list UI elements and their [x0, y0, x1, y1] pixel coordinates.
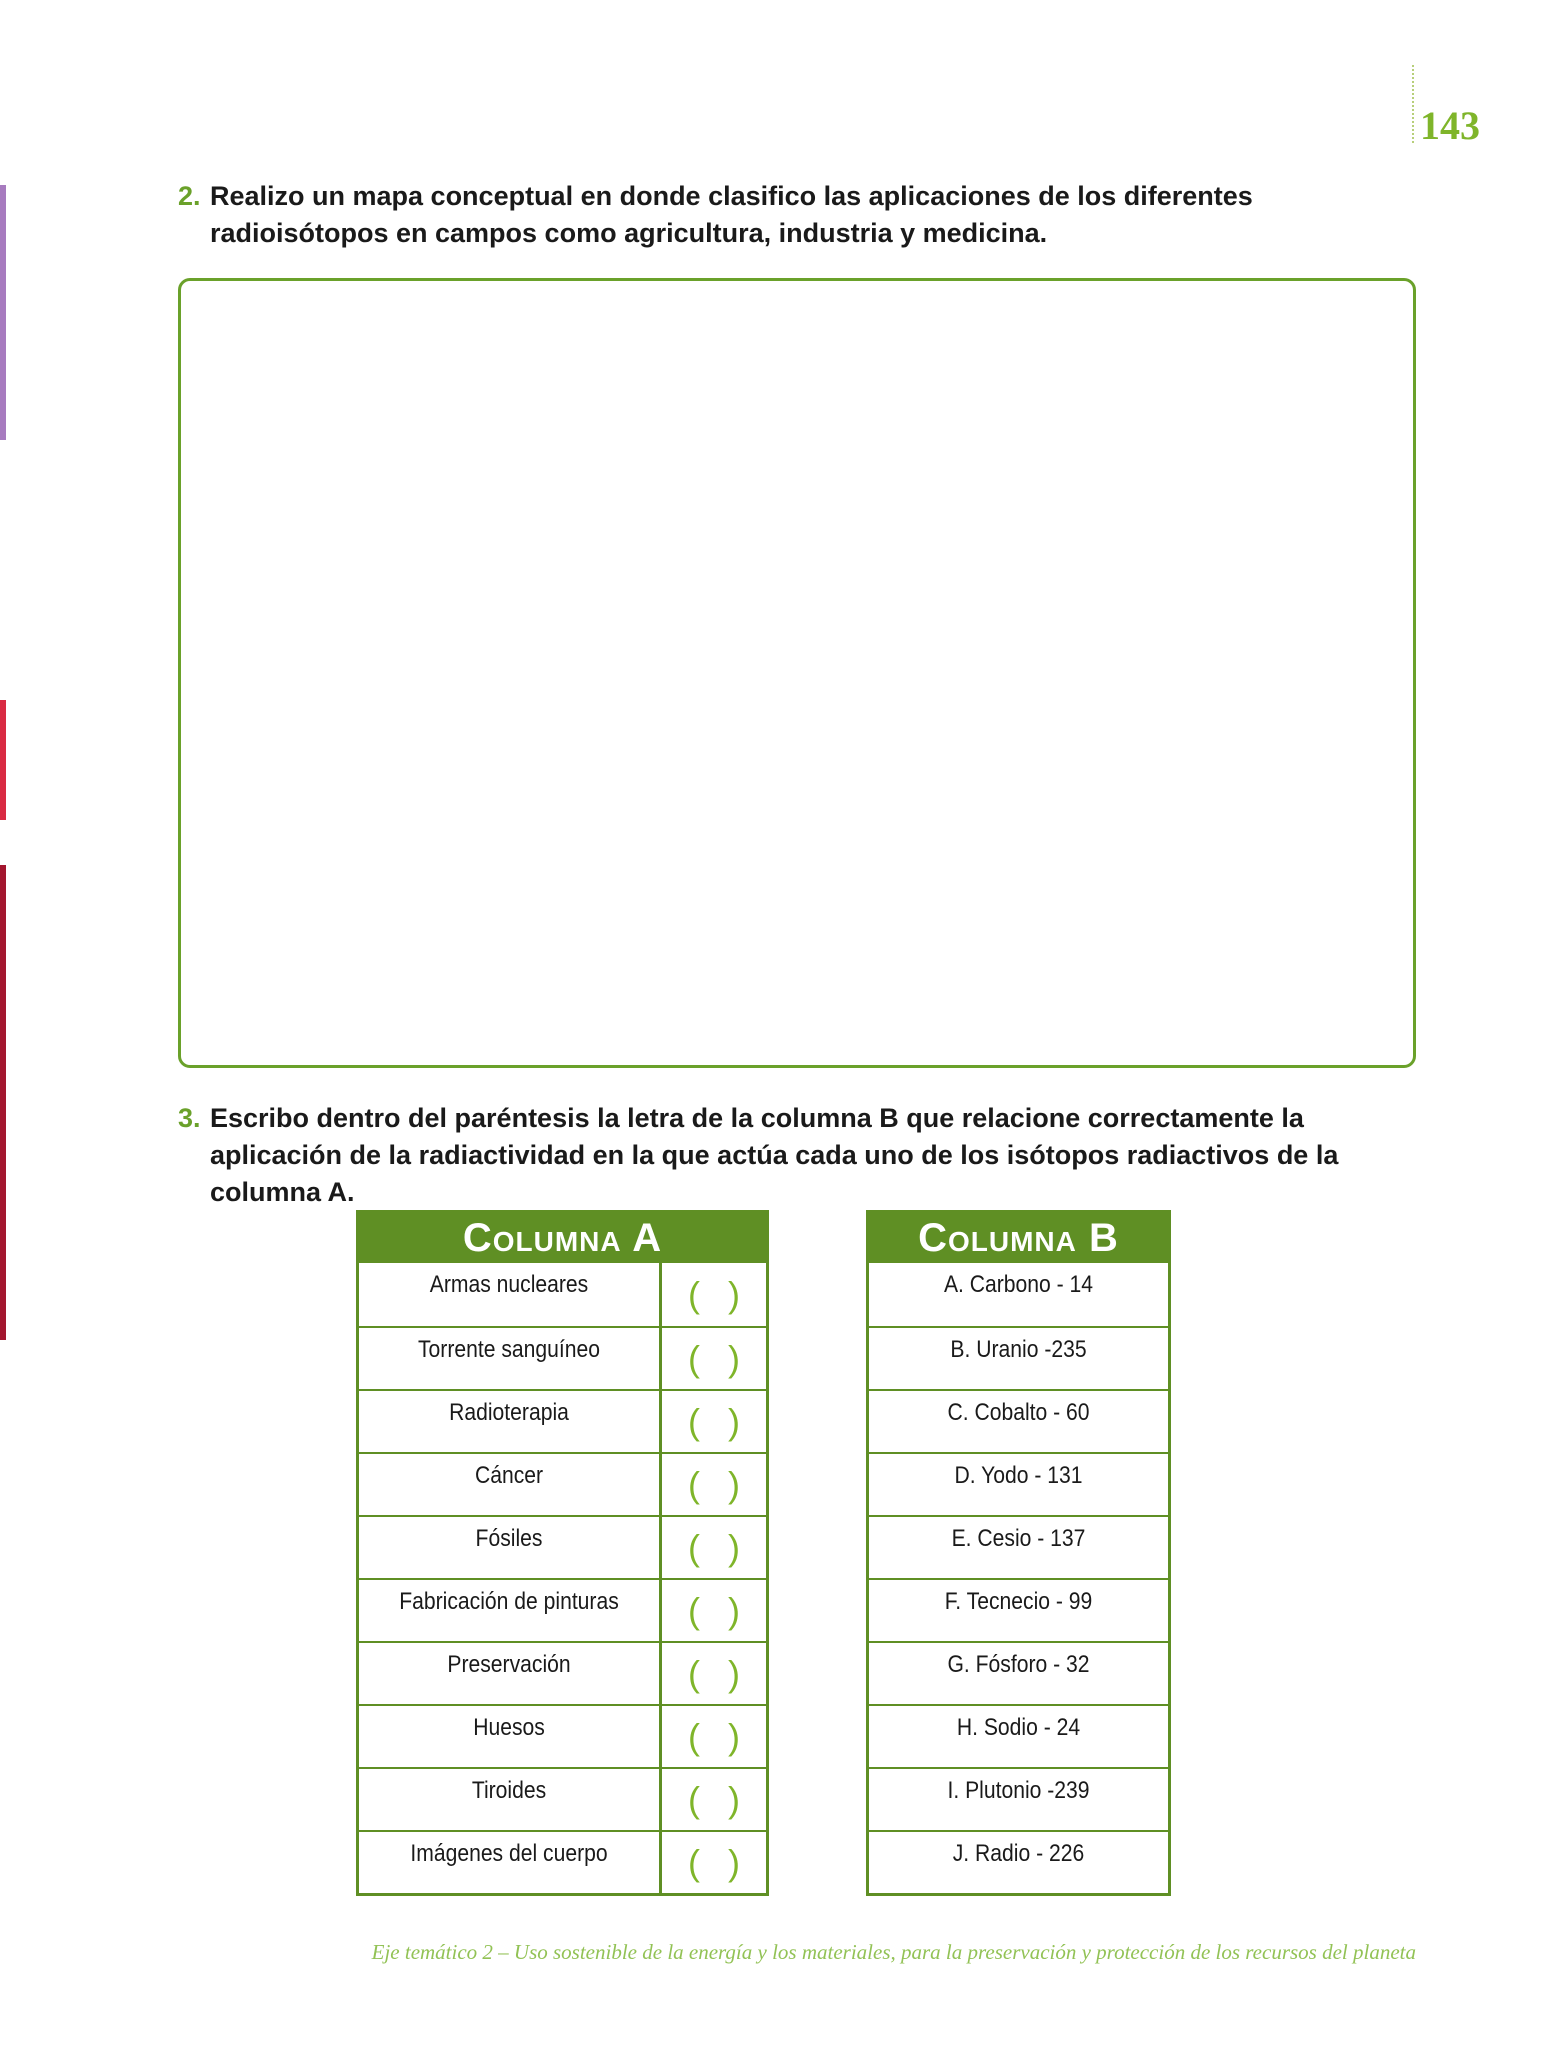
columna-a-row	[359, 1326, 766, 1389]
columna-a-item: Radioterapia	[449, 1399, 569, 1426]
side-tab-maroon	[0, 865, 6, 1340]
columna-a-item: Cáncer	[474, 1462, 544, 1489]
columna-b-item: D. Yodo - 131	[954, 1462, 1083, 1489]
columna-a-row	[359, 1830, 766, 1893]
columna-b-item: C. Cobalto - 60	[947, 1399, 1090, 1426]
columna-b-item: A. Carbono - 14	[943, 1271, 1094, 1298]
question-3-text: Escribo dentro del paréntesis la letra de la columna B que relacione correctamente la aplicación de la radiactividad en la que actúa cada uno de los isótopos radiactivos de la columna A.	[210, 1103, 1339, 1207]
page-number-divider	[1412, 65, 1414, 143]
side-tab-red	[0, 700, 6, 820]
answer-parentheses[interactable]: ( )	[659, 1643, 766, 1704]
answer-parentheses[interactable]: ( )	[659, 1454, 766, 1515]
columna-b-row	[869, 1326, 1168, 1389]
columna-a-item: Imágenes del cuerpo	[410, 1840, 608, 1867]
page-number: 143	[1420, 103, 1480, 148]
question-3-number: 3.	[178, 1103, 201, 1133]
columna-a-item: Fósiles	[475, 1525, 543, 1552]
columna-a-item: Armas nucleares	[429, 1271, 589, 1298]
columna-b-row	[869, 1830, 1168, 1893]
answer-parentheses[interactable]: ( )	[659, 1517, 766, 1578]
columna-b-row	[869, 1389, 1168, 1452]
answer-parentheses[interactable]: ( )	[659, 1263, 766, 1326]
answer-parentheses[interactable]: ( )	[659, 1580, 766, 1641]
columna-b-table	[866, 1210, 1171, 1896]
side-tab-purple	[0, 185, 6, 440]
columna-a-row	[359, 1767, 766, 1830]
columna-b-item: J. Radio - 226	[952, 1840, 1085, 1867]
answer-parentheses[interactable]: ( )	[659, 1832, 766, 1893]
columna-b-item: I. Plutonio -239	[947, 1777, 1090, 1804]
columna-b-row	[869, 1515, 1168, 1578]
columna-b-item: E. Cesio - 137	[951, 1525, 1086, 1552]
columna-a-row	[359, 1641, 766, 1704]
columna-a-item: Tiroides	[471, 1777, 547, 1804]
question-3	[178, 1100, 1418, 1211]
columna-a-row	[359, 1389, 766, 1452]
columna-b-row	[869, 1641, 1168, 1704]
columna-a-row	[359, 1263, 766, 1326]
columna-b-row	[869, 1767, 1168, 1830]
columna-a-item: Torrente sanguíneo	[418, 1336, 600, 1363]
columna-a-row	[359, 1704, 766, 1767]
columna-b-item: H. Sodio - 24	[956, 1714, 1081, 1741]
columna-b-row	[869, 1704, 1168, 1767]
answer-parentheses[interactable]: ( )	[659, 1328, 766, 1389]
question-2-number: 2.	[178, 181, 201, 211]
columna-b-row	[869, 1578, 1168, 1641]
columna-b-item: G. Fósforo - 32	[947, 1651, 1090, 1678]
question-2	[178, 178, 1418, 252]
answer-parentheses[interactable]: ( )	[659, 1769, 766, 1830]
columna-a-item: Preservación	[447, 1651, 571, 1678]
columna-a-row	[359, 1452, 766, 1515]
columna-b-item: B. Uranio -235	[950, 1336, 1087, 1363]
answer-parentheses[interactable]: ( )	[659, 1706, 766, 1767]
columna-b-header: Columna B	[869, 1213, 1168, 1263]
columna-a-row	[359, 1515, 766, 1578]
columna-a-header: Columna A	[359, 1213, 766, 1263]
question-2-text: Realizo un mapa conceptual en donde clasifico las aplicaciones de los diferentes radioisótopos en campos como agricultura, industria y medicina.	[210, 181, 1253, 248]
columna-a-row	[359, 1578, 766, 1641]
columna-a-item: Fabricación de pinturas	[399, 1588, 619, 1615]
columna-a-table	[356, 1210, 769, 1896]
footer-caption: Eje temático 2 – Uso sostenible de la energía y los materiales, para la preservación y protección de los recursos del planeta	[371, 1940, 1416, 1964]
columna-b-row	[869, 1263, 1168, 1326]
answer-parentheses[interactable]: ( )	[659, 1391, 766, 1452]
columna-b-row	[869, 1452, 1168, 1515]
columna-b-item: F. Tecnecio - 99	[944, 1588, 1093, 1615]
concept-map-answer-box[interactable]	[178, 278, 1416, 1068]
columna-a-item: Huesos	[473, 1714, 545, 1741]
